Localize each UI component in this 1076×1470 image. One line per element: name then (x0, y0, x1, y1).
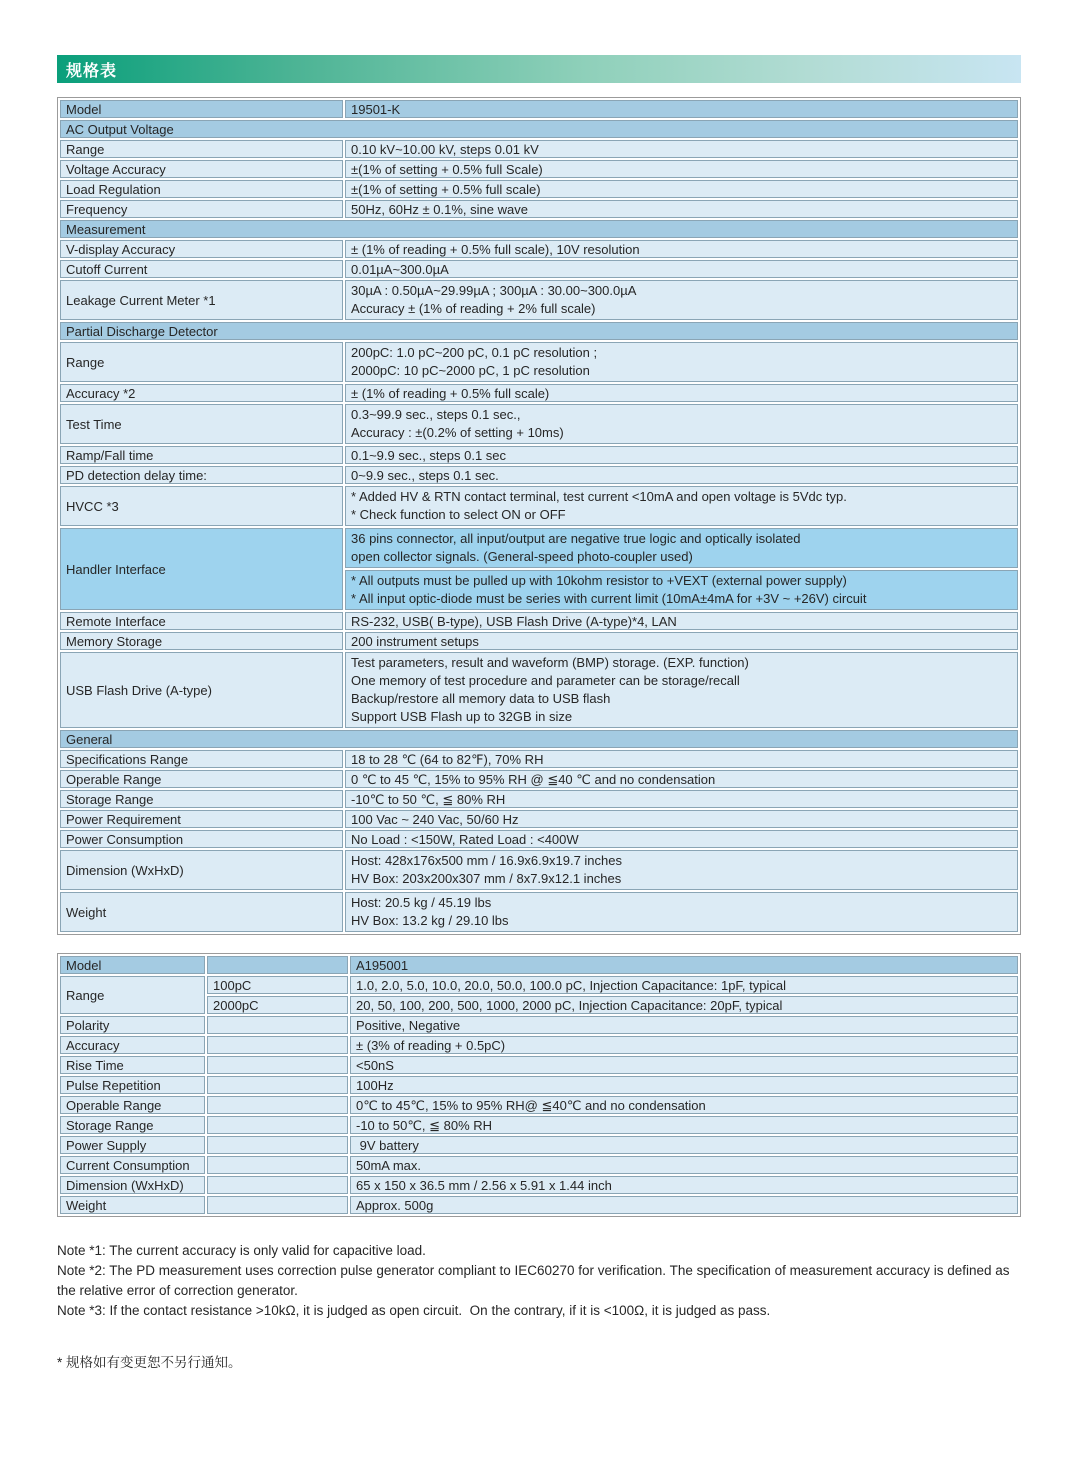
row-label-spacer (207, 1136, 348, 1154)
row-label: Storage Range (60, 1116, 205, 1134)
row-value (345, 570, 1018, 610)
row-label: Dimension (WxHxD) (60, 1176, 205, 1194)
section-label: Partial Discharge Detector (60, 322, 1018, 340)
row-value-line: HV Box: 13.2 kg / 29.10 lbs (351, 913, 509, 928)
spec-table-a195001 (57, 953, 1021, 1217)
row-value (345, 850, 1018, 890)
row-label-spacer (207, 956, 348, 974)
row-value-line: * All input optic-diode must be series with current limit (10mA±4mA for +3V ~ +26V) circuit (351, 591, 867, 606)
table-row (60, 486, 1018, 526)
row-label: Accuracy *2 (60, 384, 343, 402)
table-row (60, 1196, 1018, 1214)
row-label: Frequency (60, 200, 343, 218)
row-value-line: * Check function to select ON or OFF (351, 507, 566, 522)
row-label-spacer (207, 1196, 348, 1214)
row-value: 20, 50, 100, 200, 500, 1000, 2000 pC, Injection Capacitance: 20pF, typical (350, 996, 1018, 1014)
table-row (60, 140, 1018, 158)
row-value: 200 instrument setups (345, 632, 1018, 650)
row-value-line: 200pC: 1.0 pC~200 pC, 0.1 pC resolution ; (351, 345, 598, 360)
row-label: Remote Interface (60, 612, 343, 630)
row-value (345, 528, 1018, 568)
row-label: Operable Range (60, 1096, 205, 1114)
row-value-line: Test parameters, result and waveform (BMP) storage. (EXP. function) (351, 655, 749, 670)
row-label: Load Regulation (60, 180, 343, 198)
section-label: AC Output Voltage (60, 120, 1018, 138)
row-value-line: * Added HV & RTN contact terminal, test current <10mA and open voltage is 5Vdc typ. (351, 489, 847, 504)
row-label-spacer (207, 1096, 348, 1114)
row-value: 0.1~9.9 sec., steps 0.1 sec (345, 446, 1018, 464)
section-label: Measurement (60, 220, 1018, 238)
table-row (60, 976, 1018, 994)
row-label-spacer (207, 1056, 348, 1074)
row-value-line: open collector signals. (General-speed photo-coupler used) (351, 549, 693, 564)
row-value: RS-232, USB( B-type), USB Flash Drive (A-type)*4, LAN (345, 612, 1018, 630)
table-row (60, 850, 1018, 890)
row-value: -10 to 50℃, ≦ 80% RH (350, 1116, 1018, 1134)
section-row (60, 730, 1018, 748)
row-label: Dimension (WxHxD) (60, 850, 343, 890)
section-row (60, 220, 1018, 238)
table-row (60, 1056, 1018, 1074)
table-row (60, 1096, 1018, 1114)
row-label: Storage Range (60, 790, 343, 808)
row-label: USB Flash Drive (A-type) (60, 652, 343, 728)
table-row (60, 528, 1018, 568)
row-label: V-display Accuracy (60, 240, 343, 258)
row-value: 50Hz, 60Hz ± 0.1%, sine wave (345, 200, 1018, 218)
row-value: Positive, Negative (350, 1016, 1018, 1034)
row-value: ±(1% of setting + 0.5% full Scale) (345, 160, 1018, 178)
row-value: No Load : <150W, Rated Load : <400W (345, 830, 1018, 848)
table-row (60, 1136, 1018, 1154)
row-label: Operable Range (60, 770, 343, 788)
row-value: 100Hz (350, 1076, 1018, 1094)
row-value-line: 30µA : 0.50µA~29.99µA ; 300µA : 30.00~300.0µA (351, 283, 637, 298)
row-label-spacer (207, 1116, 348, 1134)
table-row (60, 612, 1018, 630)
row-label: Current Consumption (60, 1156, 205, 1174)
table-row (60, 1116, 1018, 1134)
table-row (60, 1036, 1018, 1054)
table-row (60, 652, 1018, 728)
table-row (60, 260, 1018, 278)
table-row (60, 404, 1018, 444)
table-row (60, 830, 1018, 848)
row-value: 50mA max. (350, 1156, 1018, 1174)
row-value-line: HV Box: 203x200x307 mm / 8x7.9x12.1 inches (351, 871, 622, 886)
table-row (60, 1016, 1018, 1034)
row-label: Polarity (60, 1016, 205, 1034)
range-sub-label: 2000pC (207, 996, 348, 1014)
table-row (60, 280, 1018, 320)
row-label: Ramp/Fall time (60, 446, 343, 464)
table-row (60, 750, 1018, 768)
row-value (345, 280, 1018, 320)
table-row (60, 1156, 1018, 1174)
row-label: Test Time (60, 404, 343, 444)
row-value: 0.10 kV~10.00 kV, steps 0.01 kV (345, 140, 1018, 158)
row-value: 1.0, 2.0, 5.0, 10.0, 20.0, 50.0, 100.0 pC, Injection Capacitance: 1pF, typical (350, 976, 1018, 994)
row-label: Weight (60, 892, 343, 932)
row-value (345, 404, 1018, 444)
row-value: 65 x 150 x 36.5 mm / 2.56 x 5.91 x 1.44 inch (350, 1176, 1018, 1194)
row-label: Leakage Current Meter *1 (60, 280, 343, 320)
table-row (60, 632, 1018, 650)
row-label: HVCC *3 (60, 486, 343, 526)
row-value-line: 2000pC: 10 pC~2000 pC, 1 pC resolution (351, 363, 590, 378)
row-value-line: Host: 20.5 kg / 45.19 lbs (351, 895, 492, 910)
row-value-line: Accuracy : ±(0.2% of setting + 10ms) (351, 425, 564, 440)
row-label: Power Requirement (60, 810, 343, 828)
section-row (60, 322, 1018, 340)
table-row (60, 770, 1018, 788)
table-row (60, 1176, 1018, 1194)
row-value-line: 36 pins connector, all input/output are negative true logic and optically isolated (351, 531, 801, 546)
table-row (60, 160, 1018, 178)
table-row (60, 180, 1018, 198)
row-label: Voltage Accuracy (60, 160, 343, 178)
row-label: Rise Time (60, 1056, 205, 1074)
table-row (60, 100, 1018, 118)
row-value-line: Accuracy ± (1% of reading + 2% full scale) (351, 301, 596, 316)
row-value: 0℃ to 45℃, 15% to 95% RH@ ≦40℃ and no condensation (350, 1096, 1018, 1114)
table-row (60, 466, 1018, 484)
row-value: ± (1% of reading + 0.5% full scale) (345, 384, 1018, 402)
row-value (345, 342, 1018, 382)
row-value: 19501-K (345, 100, 1018, 118)
table-row (60, 810, 1018, 828)
row-label: Cutoff Current (60, 260, 343, 278)
page-title: 规格表 (66, 62, 118, 80)
row-value-line: * All outputs must be pulled up with 10kohm resistor to +VEXT (external power supply) (351, 573, 847, 588)
row-label: Range (60, 976, 205, 1014)
row-value-line: Support USB Flash up to 32GB in size (351, 709, 573, 724)
row-value: 0 ℃ to 45 ℃, 15% to 95% RH @ ≦40 ℃ and no condensation (345, 770, 1018, 788)
row-label: Power Consumption (60, 830, 343, 848)
row-value: ±(1% of setting + 0.5% full scale) (345, 180, 1018, 198)
row-value: 0~9.9 sec., steps 0.1 sec. (345, 466, 1018, 484)
row-value-line: Host: 428x176x500 mm / 16.9x6.9x19.7 inches (351, 853, 622, 868)
row-label: Range (60, 342, 343, 382)
row-label: Specifications Range (60, 750, 343, 768)
row-value: -10℃ to 50 ℃, ≦ 80% RH (345, 790, 1018, 808)
row-value: 100 Vac ~ 240 Vac, 50/60 Hz (345, 810, 1018, 828)
row-label: Model (60, 100, 343, 118)
range-sub-label: 100pC (207, 976, 348, 994)
row-label: Accuracy (60, 1036, 205, 1054)
row-value: 9V battery (350, 1136, 1018, 1154)
row-label: Weight (60, 1196, 205, 1214)
row-value: 18 to 28 ℃ (64 to 82℉), 70% RH (345, 750, 1018, 768)
row-label: Model (60, 956, 205, 974)
table-row (60, 956, 1018, 974)
row-label: Power Supply (60, 1136, 205, 1154)
table-row (60, 1076, 1018, 1094)
section-row (60, 120, 1018, 138)
table-row (60, 384, 1018, 402)
row-value (345, 486, 1018, 526)
section-title-bar (57, 55, 1021, 83)
row-value: Approx. 500g (350, 1196, 1018, 1214)
note-3: Note *3: If the contact resistance >10kΩ, it is judged as open circuit. On the contrary, if it is <100Ω, it is judged as pass. (57, 1303, 771, 1318)
row-value-line: Backup/restore all memory data to USB flash (351, 691, 611, 706)
table-row (60, 446, 1018, 464)
row-value: ± (3% of reading + 0.5pC) (350, 1036, 1018, 1054)
table-row (60, 240, 1018, 258)
row-value-line: 0.3~99.9 sec., steps 0.1 sec., (351, 407, 521, 422)
row-label: PD detection delay time: (60, 466, 343, 484)
row-label-spacer (207, 1076, 348, 1094)
row-label-spacer (207, 1016, 348, 1034)
row-value-line: One memory of test procedure and parameter can be storage/recall (351, 673, 740, 688)
row-value: A195001 (350, 956, 1018, 974)
note-2: Note *2: The PD measurement uses correction pulse generator compliant to IEC60270 for verification. The specification of measurement accuracy is defined as the relative error of correction generator. (57, 1263, 1014, 1298)
table-row (60, 892, 1018, 932)
row-label-spacer (207, 1036, 348, 1054)
row-value (345, 652, 1018, 728)
row-label-spacer (207, 1176, 348, 1194)
row-label: Memory Storage (60, 632, 343, 650)
table-row (60, 342, 1018, 382)
note-1: Note *1: The current accuracy is only valid for capacitive load. (57, 1243, 426, 1258)
row-value (345, 892, 1018, 932)
row-value: 0.01µA~300.0µA (345, 260, 1018, 278)
row-label: Handler Interface (60, 528, 343, 610)
row-label-spacer (207, 1156, 348, 1174)
row-label: Pulse Repetition (60, 1076, 205, 1094)
table-row (60, 790, 1018, 808)
notes-block (57, 1241, 1021, 1321)
spec-table-19501k (57, 97, 1021, 935)
section-label: General (60, 730, 1018, 748)
table-row (60, 200, 1018, 218)
row-value: <50nS (350, 1056, 1018, 1074)
change-notice: * 规格如有变更恕不另行通知。 (57, 1355, 242, 1370)
row-label: Range (60, 140, 343, 158)
row-value: ± (1% of reading + 0.5% full scale), 10V resolution (345, 240, 1018, 258)
